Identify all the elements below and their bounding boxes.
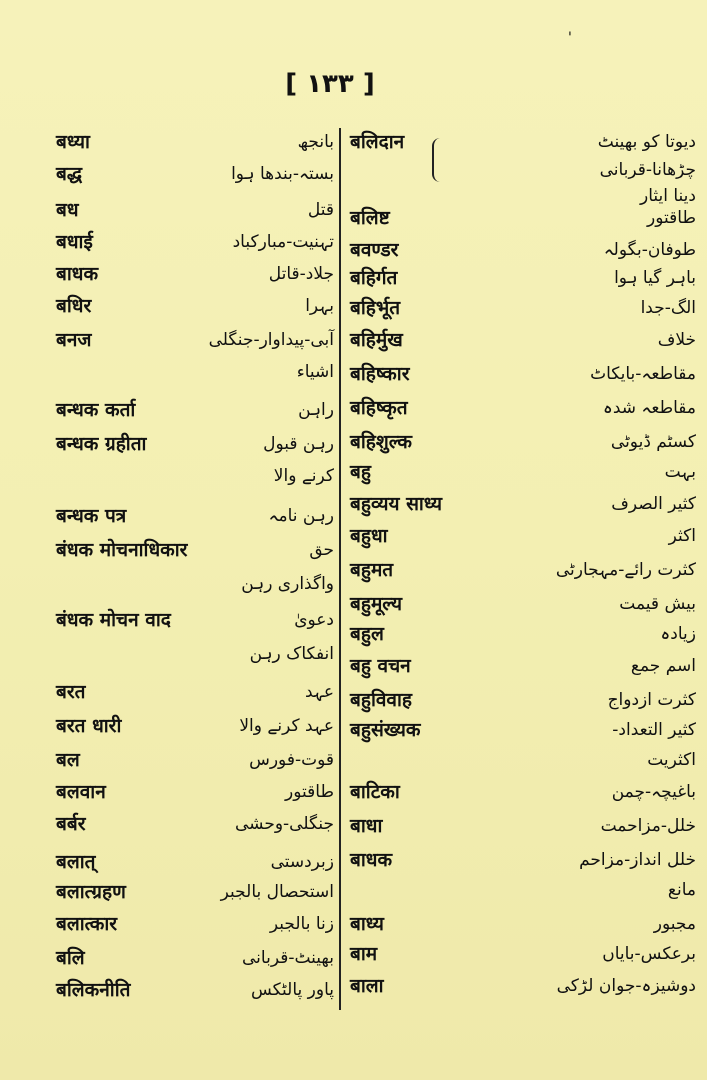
- urdu-meaning: بھینٹ-قربانی: [242, 948, 334, 968]
- urdu-meaning: دعویٰ: [294, 610, 334, 630]
- hindi-headword: बाम: [350, 943, 378, 965]
- urdu-meaning: قوت-فورس: [249, 750, 334, 770]
- hindi-headword: बहिर्भूत: [350, 297, 401, 319]
- hindi-headword: बहिर्गत: [350, 267, 398, 289]
- urdu-meaning: مقاطعہ-بایکاٹ: [590, 364, 696, 384]
- urdu-meaning: کثیر الصرف: [611, 494, 696, 514]
- dictionary-entry: [0, 910, 707, 944]
- urdu-meaning: جلاد-قاتل: [268, 264, 334, 284]
- hindi-headword: बाध्य: [350, 913, 384, 935]
- dictionary-entry: [0, 876, 707, 910]
- urdu-meaning: چڑھانا-قربانی: [599, 160, 696, 180]
- hindi-headword: बलात्: [56, 851, 96, 873]
- hindi-headword: बहिशुल्क: [350, 431, 412, 453]
- hindi-headword: बाधा: [350, 815, 383, 837]
- hindi-headword: बध्या: [56, 131, 90, 153]
- hindi-headword: बहुव्यय साध्य: [350, 493, 443, 515]
- dictionary-entry: [0, 326, 707, 360]
- dictionary-entry: [0, 204, 707, 238]
- hindi-headword: बाधक: [56, 263, 99, 285]
- hindi-headword: बरत धारी: [56, 715, 122, 737]
- urdu-meaning: کثرت رائے-مہجارٹی: [555, 560, 696, 580]
- hindi-headword: बलात्ग्रहण: [56, 881, 126, 903]
- urdu-meaning: بانجھ: [297, 132, 334, 152]
- hindi-headword: बाटिका: [350, 781, 400, 803]
- dictionary-entry: [0, 590, 707, 624]
- dictionary-entry: [0, 716, 707, 750]
- urdu-meaning: کسٹم ڈیوٹی: [610, 432, 696, 452]
- hindi-headword: बाधक: [350, 849, 393, 871]
- urdu-meaning: باہر گیا ہوا: [614, 268, 696, 288]
- hindi-headword: बधाई: [56, 231, 93, 253]
- hindi-headword: बद्ध: [56, 163, 83, 185]
- hindi-headword: बहुसंख्यक: [350, 719, 421, 741]
- urdu-meaning: رہن نامہ: [268, 506, 334, 526]
- urdu-meaning: واگذاری رہن: [241, 574, 334, 594]
- dictionary-entry: [0, 940, 707, 974]
- hindi-headword: बनज: [56, 329, 92, 351]
- hindi-headword: बलिष्ट: [350, 207, 390, 229]
- dictionary-entry: [0, 522, 707, 556]
- hindi-headword: बवण्डर: [350, 239, 399, 261]
- urdu-meaning: باغیچہ-چمن: [611, 782, 696, 802]
- dictionary-entry: [0, 620, 707, 654]
- urdu-meaning: دینا ایثار: [640, 186, 696, 206]
- hindi-headword: बंधक मोचन वाद: [56, 609, 171, 631]
- urdu-meaning: جنگلی-وحشی: [234, 814, 334, 834]
- urdu-meaning: بہت: [664, 462, 696, 482]
- dictionary-entry: [0, 264, 707, 298]
- dictionary-entry: [0, 812, 707, 846]
- hindi-headword: बलिदान: [350, 131, 405, 153]
- hindi-headword: बहु वचन: [350, 655, 411, 677]
- page-number: [ ١٣٣ ]: [285, 69, 375, 99]
- urdu-meaning: اسم جمع: [630, 656, 696, 676]
- hindi-headword: बहिष्कृत: [350, 397, 408, 419]
- dictionary-entry: [0, 428, 707, 462]
- urdu-meaning: پاور پالٹکس: [250, 980, 334, 1000]
- urdu-meaning: کرنے والا: [273, 466, 334, 486]
- hindi-headword: बहिष्कार: [350, 363, 410, 385]
- hindi-headword: बहुविवाह: [350, 689, 412, 711]
- hindi-headword: बर्बर: [56, 813, 86, 835]
- urdu-meaning: اکثریت: [647, 750, 696, 770]
- hindi-headword: बहुल: [350, 623, 384, 645]
- hindi-headword: बहुमत: [350, 559, 394, 581]
- urdu-meaning: مقاطعہ شدہ: [602, 398, 696, 418]
- urdu-meaning: کثرت ازدواج: [607, 690, 696, 710]
- hindi-headword: बहुमूल्य: [350, 593, 403, 615]
- dictionary-entry: [0, 458, 707, 492]
- urdu-meaning: خلل انداز-مزاحم: [579, 850, 696, 870]
- urdu-meaning: مانع: [667, 880, 696, 900]
- urdu-meaning: قتل: [307, 200, 334, 220]
- urdu-meaning: الگ-جدا: [640, 298, 696, 318]
- urdu-meaning: برعکس-بایاں: [602, 944, 696, 964]
- hindi-headword: बल: [56, 749, 80, 771]
- dictionary-entry: [0, 556, 707, 590]
- hindi-headword: बहिर्मुख: [350, 329, 403, 351]
- dictionary-entry: [0, 746, 707, 780]
- urdu-meaning: بیش قیمت: [619, 594, 696, 614]
- dictionary-entry: [0, 394, 707, 428]
- urdu-meaning: دوشیزہ-جوان لڑکی: [556, 976, 696, 996]
- urdu-meaning: آبی-پیداوار-جنگلی: [208, 330, 334, 350]
- dictionary-entry: [0, 778, 707, 812]
- hindi-headword: बन्धक ग्रहीता: [56, 433, 147, 455]
- urdu-meaning: اشیاء: [296, 362, 334, 382]
- urdu-meaning: حق: [309, 540, 334, 560]
- hindi-headword: बहु: [350, 461, 371, 483]
- urdu-meaning: عہد: [304, 682, 334, 702]
- urdu-meaning: بہرا: [305, 296, 334, 316]
- urdu-meaning: راہن: [298, 400, 334, 420]
- hindi-headword: बलि: [56, 947, 85, 969]
- urdu-meaning: عہد کرنے والا: [239, 716, 334, 736]
- hindi-headword: बरत: [56, 681, 86, 703]
- urdu-meaning: انفکاک رہن: [249, 644, 334, 664]
- urdu-meaning: رہن قبول: [263, 434, 334, 454]
- urdu-meaning: خلل-مزاحمت: [600, 816, 696, 836]
- dictionary-entry: [0, 972, 707, 1006]
- hindi-headword: बहुधा: [350, 525, 388, 547]
- page-mark: ': [568, 30, 572, 46]
- urdu-meaning: طوفان-بگولہ: [603, 240, 696, 260]
- urdu-meaning: کثیر التعداد-: [612, 720, 696, 740]
- urdu-meaning: زبردستی: [270, 852, 334, 872]
- dictionary-entry: [0, 294, 707, 328]
- dictionary-entry: [0, 846, 707, 880]
- hindi-headword: बंधक मोचनाधिकार: [56, 539, 188, 561]
- hindi-headword: बाला: [350, 975, 384, 997]
- hindi-headword: बधिर: [56, 295, 92, 317]
- urdu-meaning: مجبور: [653, 914, 696, 934]
- hindi-headword: बन्धक पत्र: [56, 505, 127, 527]
- urdu-meaning: تہنیت-مبارکباد: [232, 232, 334, 252]
- urdu-meaning: استحصال بالجبر: [220, 882, 334, 902]
- hindi-headword: बलवान: [56, 781, 106, 803]
- urdu-meaning: طاقتور: [285, 782, 334, 802]
- dictionary-entry: [0, 652, 707, 686]
- urdu-meaning: بستہ-بندھا ہوا: [231, 164, 334, 184]
- urdu-meaning: دیوتا کو بھینٹ: [597, 132, 696, 152]
- urdu-meaning: طاقتور: [647, 208, 696, 228]
- urdu-meaning: اکثر: [668, 526, 696, 546]
- hindi-headword: बलात्कार: [56, 913, 118, 935]
- dictionary-entry: [0, 490, 707, 524]
- dictionary-entry: [0, 360, 707, 394]
- hindi-headword: बलिकनीति: [56, 979, 131, 1001]
- hindi-headword: बन्धक कर्ता: [56, 399, 136, 421]
- hindi-headword: बध: [56, 199, 79, 221]
- urdu-meaning: خلاف: [657, 330, 696, 350]
- dictionary-entry: [0, 686, 707, 720]
- urdu-meaning: زنا بالجبر: [269, 914, 334, 934]
- urdu-meaning: زیادہ: [660, 624, 696, 644]
